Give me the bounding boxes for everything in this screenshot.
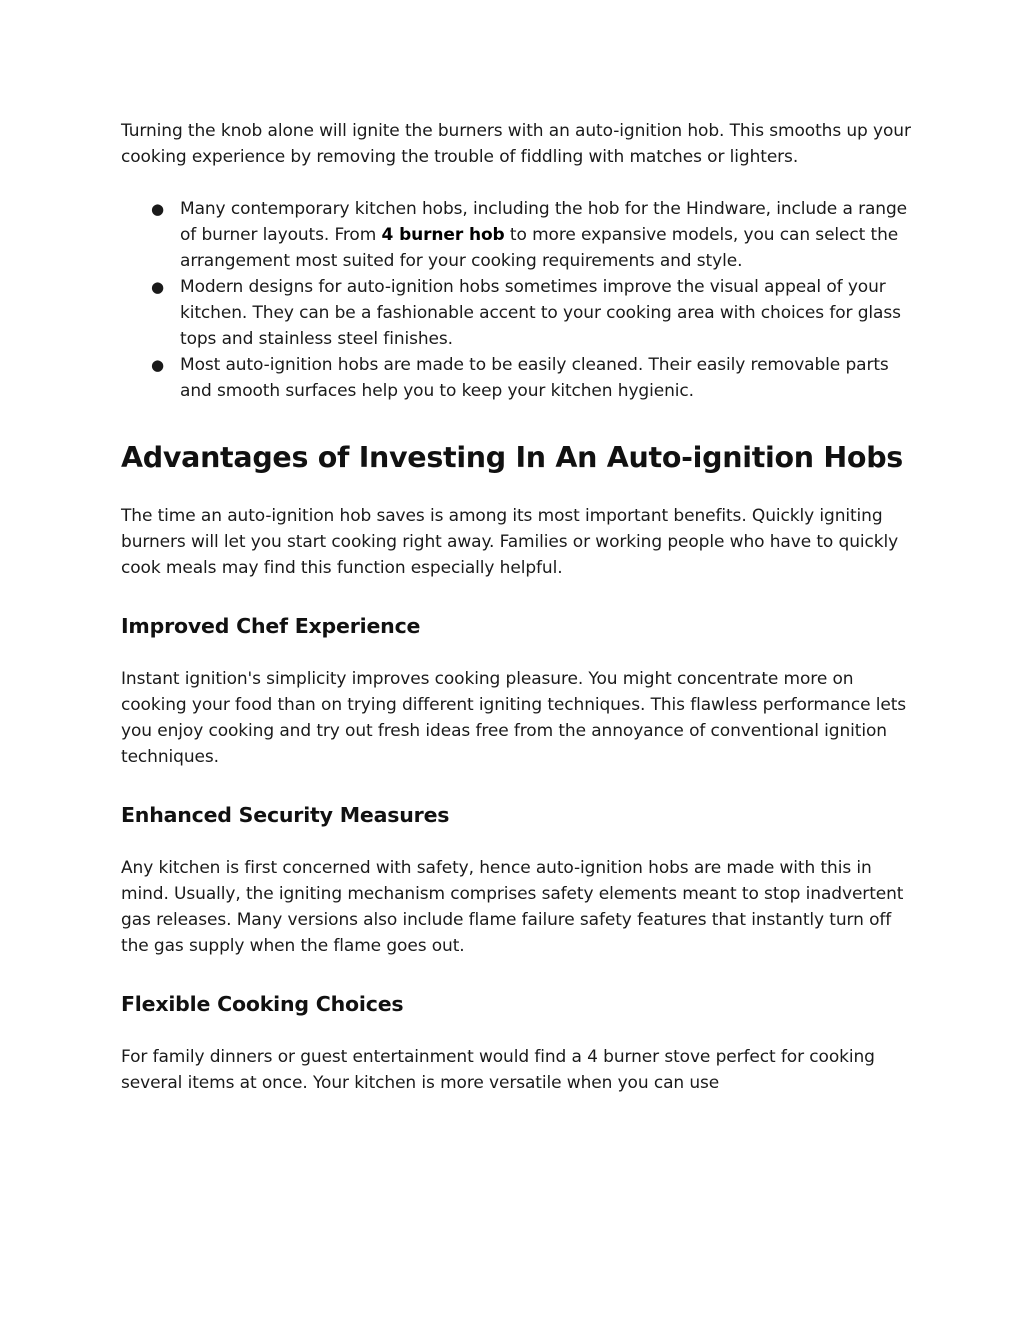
list-item-text-start: Many contemporary kitchen hobs, including the hob for the Hindware, include a range of burner layouts. From — [180, 199, 908, 245]
list-item — [121, 274, 911, 352]
advantages-heading: Advantages of Investing In An Auto-ignition Hobs — [121, 441, 903, 474]
feature-list — [121, 196, 911, 404]
list-item-text: Most auto-ignition hobs are made to be easily cleaned. Their easily removable parts and smooth surfaces help you to keep your kitchen hygienic. — [180, 355, 889, 401]
list-item — [121, 196, 911, 274]
section-paragraph-security: Any kitchen is first concerned with safety, hence auto-ignition hobs are made with this in mind. Usually, the igniting mechanism comprises safety elements meant to stop inadvertent gas releases. Many versions also include flame failure safety features that instantly turn off the gas supply when the flame goes out. — [121, 858, 904, 956]
section-heading-chef-experience: Improved Chef Experience — [121, 614, 421, 638]
list-item-text: Modern designs for auto-ignition hobs sometimes improve the visual appeal of your kitchen. They can be a fashionable accent to your cooking area with choices for glass tops and stainless steel finishes. — [180, 277, 901, 349]
section-heading-security: Enhanced Security Measures — [121, 803, 450, 827]
intro-paragraph: Turning the knob alone will ignite the burners with an auto-ignition hob. This smooths up your cooking experience by removing the trouble of fiddling with matches or lighters. — [121, 121, 911, 167]
section-paragraph-flexible-cooking: For family dinners or guest entertainment would find a 4 burner stove perfect for cooking several items at once. Your kitchen is more versatile when you can use — [121, 1047, 875, 1093]
section-paragraph-chef-experience: Instant ignition's simplicity improves cooking pleasure. You might concentrate more on cooking your food than on trying different igniting techniques. This flawless performance lets you enjoy cooking and try out fresh ideas free from the annoyance of conventional ignition techniques. — [121, 669, 907, 767]
advantages-paragraph: The time an auto-ignition hob saves is among its most important benefits. Quickly igniting burners will let you start cooking right away. Families or working people who have to quickly cook meals may find this function especially helpful. — [121, 506, 899, 578]
bullet-icon: ● — [151, 278, 164, 296]
list-item-text-end: to more expansive models, you can select the arrangement most suited for your cooking requirements and style. — [180, 225, 899, 271]
bullet-icon: ● — [151, 200, 164, 218]
section-heading-flexible-cooking: Flexible Cooking Choices — [121, 992, 404, 1016]
document-page — [121, 118, 911, 1096]
bullet-icon: ● — [151, 356, 164, 374]
bold-link-text: 4 burner hob — [381, 225, 505, 245]
list-item — [121, 352, 911, 404]
